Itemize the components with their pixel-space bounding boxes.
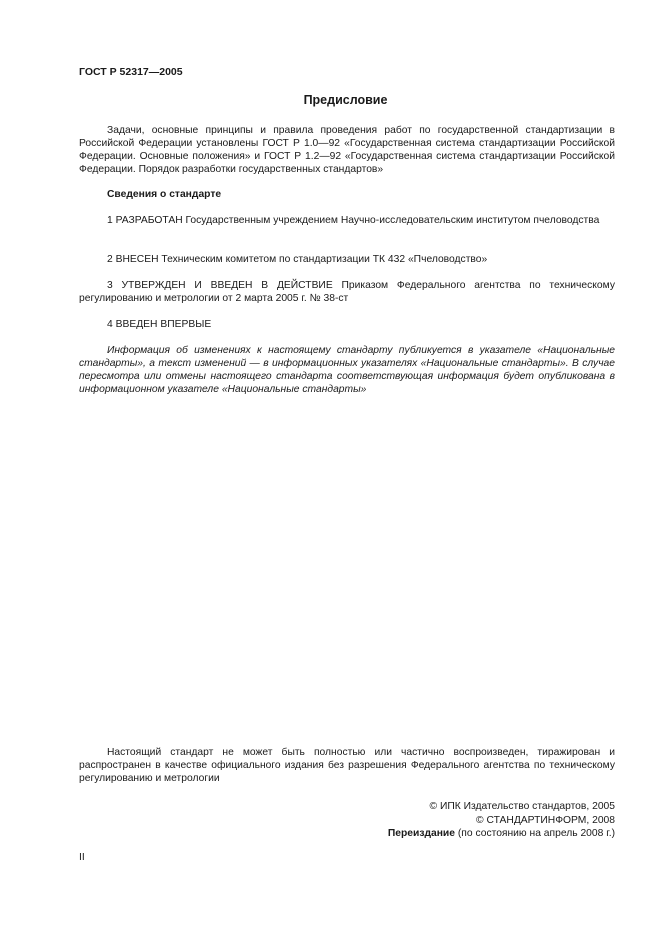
list-item: 3 УТВЕРЖДЕН И ВВЕДЕН В ДЕЙСТВИЕ Приказом Федерального агентства по техническому регулированию и метрологии от 2 марта 2005 г. № 38-ст: [79, 280, 615, 304]
list-item: 4 ВВЕДЕН ВПЕРВЫЕ: [107, 319, 212, 330]
page-title: Предисловие: [303, 93, 388, 107]
list-item: 2 ВНЕСЕН Техническим комитетом по стандартизации ТК 432 «Пчеловодство»: [107, 254, 488, 265]
section-heading: Сведения о стандарте: [107, 189, 222, 200]
copyright-line-2: © СТАНДАРТИНФОРМ, 2008: [476, 815, 615, 826]
reissue-note: (по состоянию на апрель 2008 г.): [455, 828, 615, 839]
reproduction-notice: Настоящий стандарт не может быть полностью или частично воспроизведен, тиражирован и распространен в качестве официального издания без разрешения Федерального агентства по техническому регулированию и метрологии: [79, 747, 615, 784]
reissue-label: Переиздание: [387, 828, 455, 839]
reissue-line: [388, 827, 615, 840]
intro-paragraph: Задачи, основные принципы и правила проведения работ по государственной стандартизации в Российской Федерации установлены ГОСТ Р 1.0—92 «Государственная система стандартизации Российской Федерации. Основные положения» и ГОСТ Р 1.2—92 «Государственная система стандартизации Российской Федерации. Порядок разработки государственных стандартов»: [79, 125, 615, 175]
copyright-line-1: © ИПК Издательство стандартов, 2005: [429, 801, 615, 812]
standard-code: ГОСТ Р 52317—2005: [79, 66, 183, 78]
info-note: Информация об изменениях к настоящему стандарту публикуется в указателе «Национальные стандарты», а текст изменений — в информационных указателях «Национальные стандарты». В случае пересмотра или отмены настоящего стандарта соответствующая информация будет опубликована в информационном указателе «Национальные стандарты»: [79, 345, 615, 395]
page-number: II: [79, 852, 85, 863]
list-item: 1 РАЗРАБОТАН Государственным учреждением Научно-исследовательским институтом пчеловодства: [107, 215, 600, 226]
